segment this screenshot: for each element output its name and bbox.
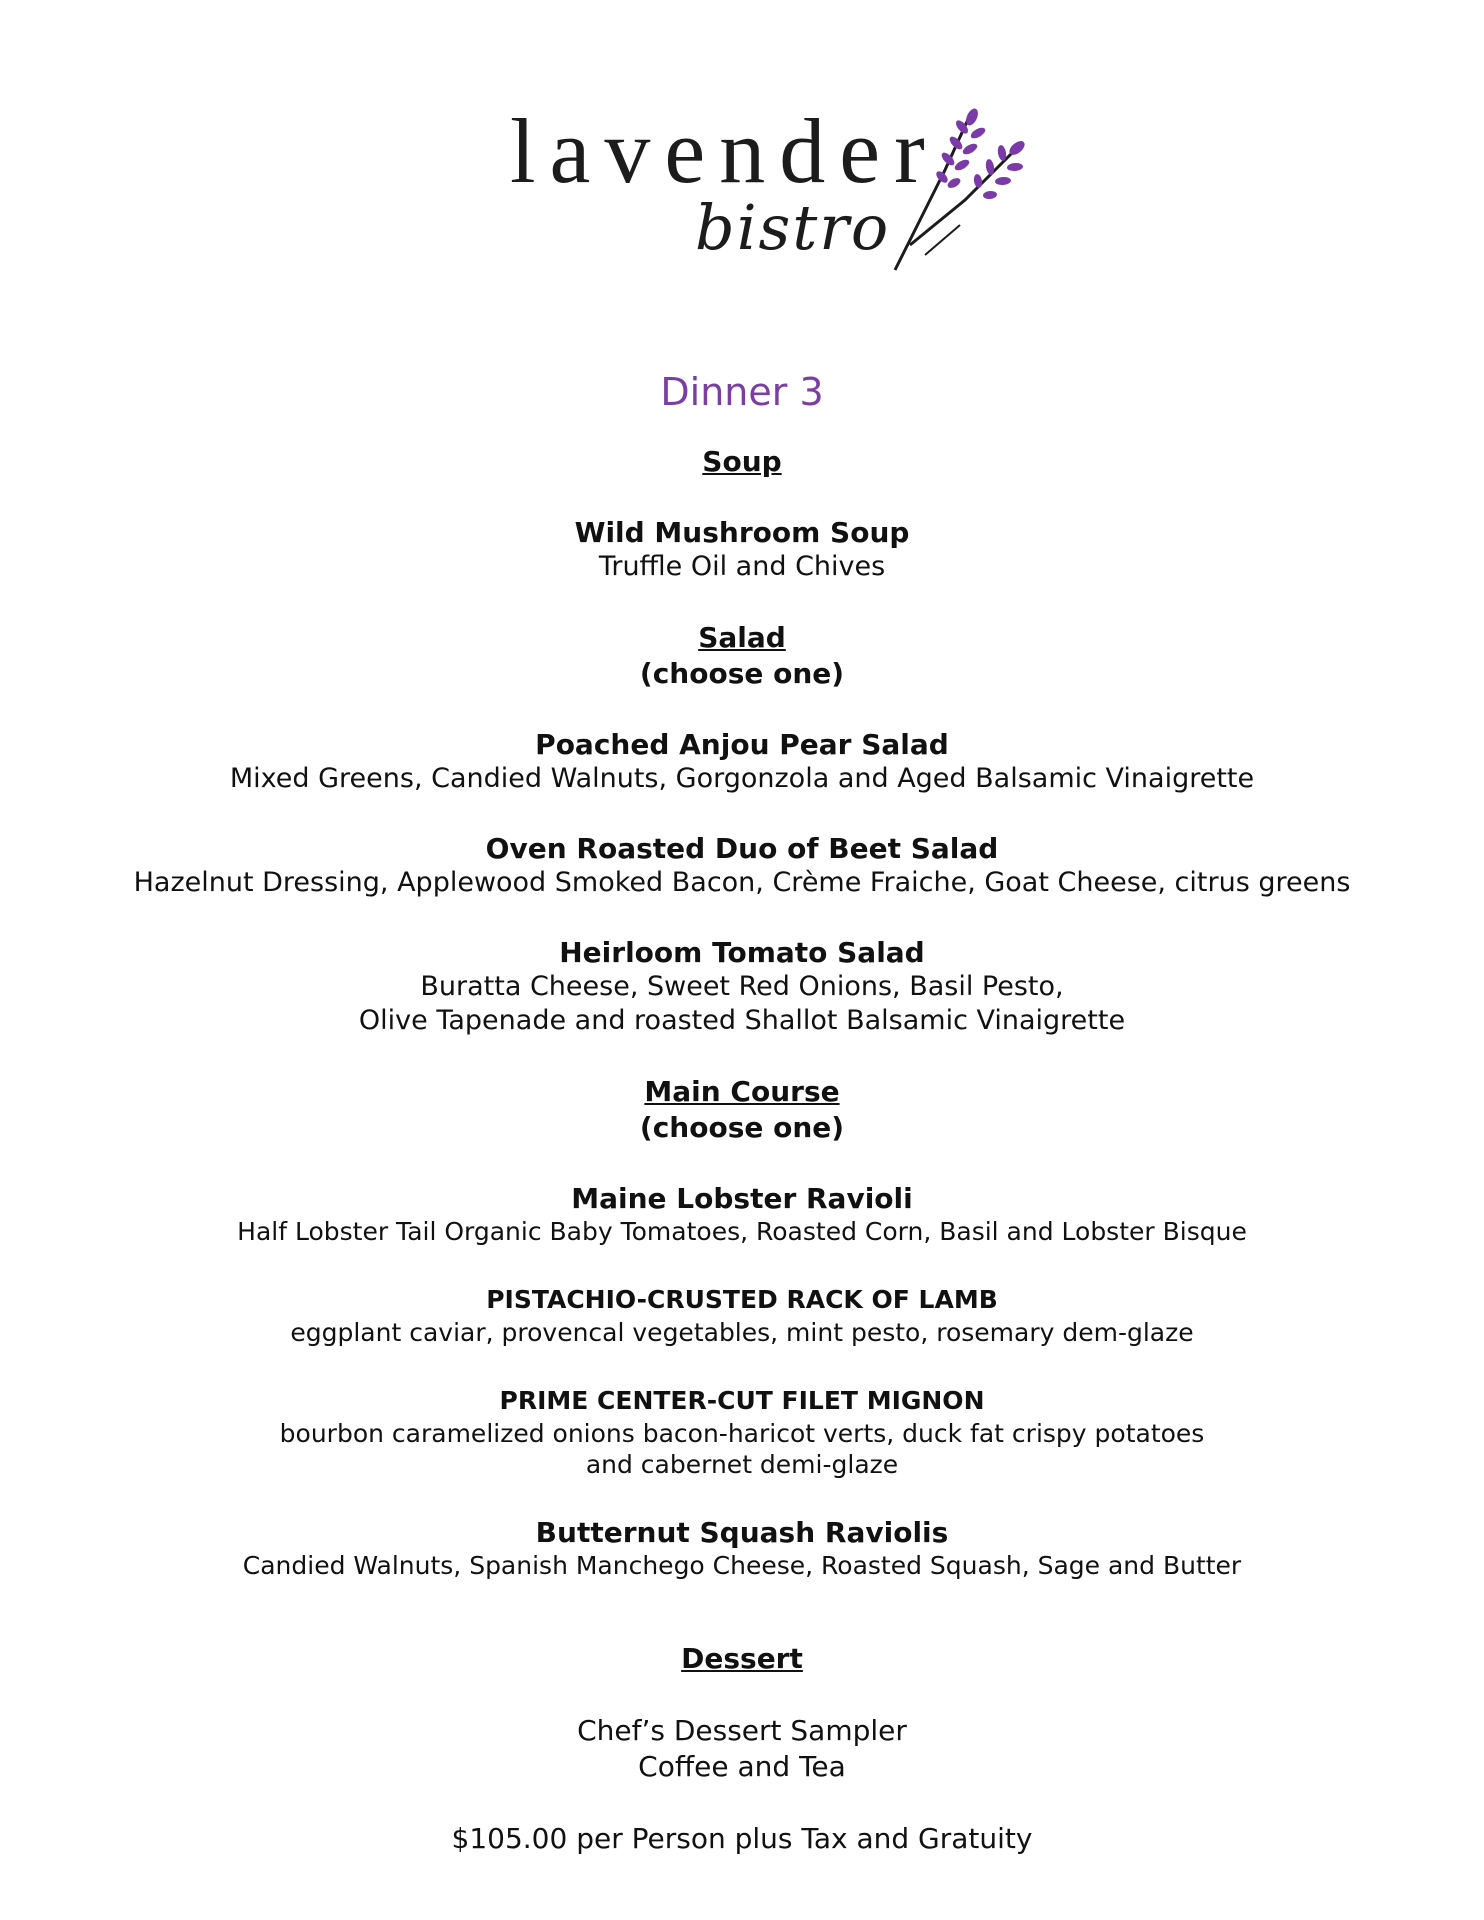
main-item-desc: Half Lobster Tail Organic Baby Tomatoes, Roasted Corn, Basil and Lobster Bisque [237,1216,1247,1246]
price-line: $105.00 per Person plus Tax and Gratuity [451,1821,1033,1855]
restaurant-logo [510,100,1030,275]
main-course-heading: Main Course [644,1074,840,1108]
main-choose-note: (choose one) [639,1110,845,1144]
menu-title: Dinner 3 [660,370,824,414]
main-item-desc: and cabernet demi-glaze [585,1449,899,1479]
salad-item-desc: Buratta Cheese, Sweet Red Onions, Basil Pesto, [420,970,1064,1002]
salad-choose-note: (choose one) [639,656,845,690]
soup-item-desc: Truffle Oil and Chives [598,550,886,582]
salad-item-name: Poached Anjou Pear Salad [535,727,949,761]
dinner-menu [0,370,1484,1857]
dessert-line: Coffee and Tea [638,1749,846,1783]
main-item-desc: bourbon caramelized onions bacon-haricot verts, duck fat crispy potatoes [279,1418,1205,1448]
lavender-sprig-icon [890,105,1030,275]
salad-item-name: Heirloom Tomato Salad [559,935,925,969]
soup-heading: Soup [702,444,782,478]
main-item-name: Butternut Squash Raviolis [535,1515,949,1549]
main-item-name: PRIME CENTER-CUT FILET MIGNON [499,1385,985,1415]
main-item-desc: eggplant caviar, provencal vegetables, mint pesto, rosemary dem-glaze [290,1317,1194,1347]
main-item-desc: Candied Walnuts, Spanish Manchego Cheese, Roasted Squash, Sage and Butter [242,1550,1242,1580]
salad-item-desc: Mixed Greens, Candied Walnuts, Gorgonzola and Aged Balsamic Vinaigrette [229,762,1255,794]
logo-subtitle: bistro [695,191,891,264]
salad-item-desc: Olive Tapenade and roasted Shallot Balsamic Vinaigrette [358,1004,1126,1036]
dessert-line: Chef’s Dessert Sampler [577,1713,907,1747]
salad-item-name: Oven Roasted Duo of Beet Salad [485,831,999,865]
dessert-heading: Dessert [681,1641,803,1675]
salad-heading: Salad [698,620,786,654]
soup-item-name: Wild Mushroom Soup [574,515,910,549]
main-item-name: Maine Lobster Ravioli [571,1181,913,1215]
salad-item-desc: Hazelnut Dressing, Applewood Smoked Bacon, Crème Fraiche, Goat Cheese, citrus greens [133,866,1351,898]
main-item-name: PISTACHIO-CRUSTED RACK OF LAMB [486,1284,998,1314]
logo-wordmark: lavender [510,100,939,202]
